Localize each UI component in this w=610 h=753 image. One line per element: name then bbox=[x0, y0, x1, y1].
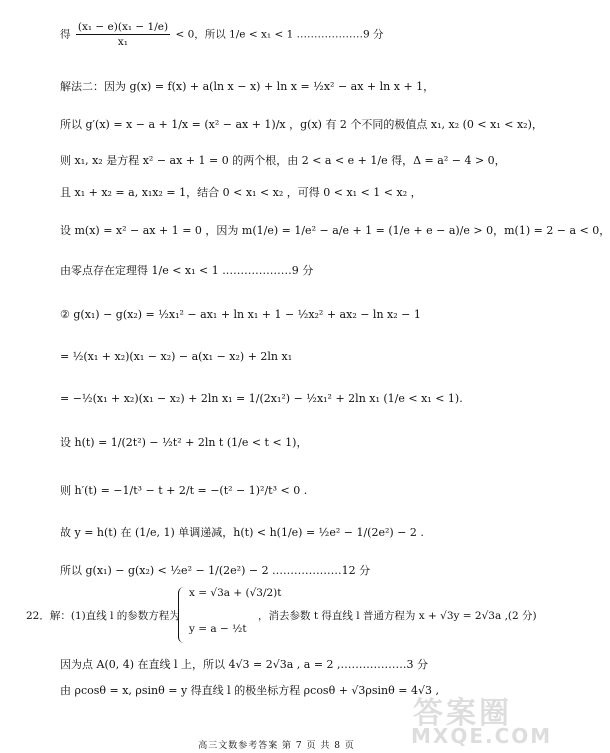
line-4: 则 x₁, x₂ 是方程 x² − ax + 1 = 0 的两个根，由 2 < a < e + 1/e 得，Δ = a² − 4 > 0， bbox=[60, 154, 506, 167]
parametric-row-x: x = √3a + (√3/2)t bbox=[189, 587, 282, 599]
line-16: 因为点 A(0, 4) 在直线 l 上，所以 4√3 = 2√3a , a = 2 ,………………3 分 bbox=[60, 658, 429, 671]
line-7: 由零点存在定理得 1/e < x₁ < 1 .………………9 分 bbox=[60, 264, 314, 277]
line-9: = ½(x₁ + x₂)(x₁ − x₂) − a(x₁ − x₂) + 2ln x₁ bbox=[60, 350, 293, 363]
page-footer: 高三文数参考答案 第 7 页 共 8 页 bbox=[198, 741, 355, 751]
text-de: 得 bbox=[60, 28, 71, 41]
line-1 bbox=[60, 20, 383, 49]
question-22-tail: ，消去参数 t 得直线 l 普通方程为 x + √3y = 2√3a ,(2 分) bbox=[258, 610, 537, 622]
watermark-text-1: 答案圈 bbox=[413, 696, 512, 731]
watermark-text-2: MXQE.COM bbox=[411, 724, 553, 748]
line-13: 故 y = h(t) 在 (1/e, 1) 单调递减，h(t) < h(1/e) = ½e² − 1/(2e²) − 2 . bbox=[60, 526, 424, 539]
question-22-label: 22．解：(1)直线 l 的参数方程为 bbox=[26, 610, 180, 622]
line-10: = −½(x₁ + x₂)(x₁ − x₂) + 2ln x₁ = 1/(2x₁²) − ½x₁² + 2ln x₁ (1/e < x₁ < 1). bbox=[60, 392, 463, 405]
line-17: 由 ρcosθ = x, ρsinθ = y 得直线 l 的极坐标方程 ρcosθ + √3ρsinθ = 4√3 , bbox=[60, 684, 439, 697]
line-6: 设 m(x) = x² − ax + 1 = 0 ，因为 m(1/e) = 1/e² − a/e + 1 = (1/e + e − a)/e > 0，m(1) = 2 − a < 0， bbox=[60, 224, 610, 237]
fraction-1-denominator: x₁ bbox=[117, 36, 129, 48]
line-1-tail: < 0，所以 1/e < x₁ < 1 .………………9 分 bbox=[175, 28, 384, 41]
line-14: 所以 g(x₁) − g(x₂) < ½e² − 1/(2e²) − 2 .………………12 分 bbox=[60, 564, 371, 577]
line-8: ② g(x₁) − g(x₂) = ½x₁² − ax₁ + ln x₁ + 1 − ½x₂² + ax₂ − ln x₂ − 1 bbox=[60, 308, 421, 321]
line-11: 设 h(t) = 1/(2t²) − ½t² + 2ln t (1/e < t < 1)， bbox=[60, 436, 308, 449]
line-12: 则 h′(t) = −1/t³ − t + 2/t = −(t² − 1)²/t³ < 0 . bbox=[60, 484, 308, 497]
fraction-1 bbox=[76, 20, 170, 49]
line-2: 解法二：因为 g(x) = f(x) + a(ln x − x) + ln x = ½x² − ax + ln x + 1， bbox=[60, 80, 435, 93]
line-5: 且 x₁ + x₂ = a, x₁x₂ = 1，结合 0 < x₁ < x₂ ，可得 0 < x₁ < 1 < x₂ ， bbox=[60, 186, 422, 199]
fraction-1-numerator: (x₁ − e)(x₁ − 1/e) bbox=[77, 21, 169, 33]
parametric-system-brace bbox=[178, 587, 282, 643]
line-3: 所以 g′(x) = x − a + 1/x = (x² − ax + 1)/x ，g(x) 有 2 个不同的极值点 x₁, x₂ (0 < x₁ < x₂)， bbox=[60, 118, 543, 131]
parametric-row-y: y = a − ½t bbox=[189, 623, 247, 635]
